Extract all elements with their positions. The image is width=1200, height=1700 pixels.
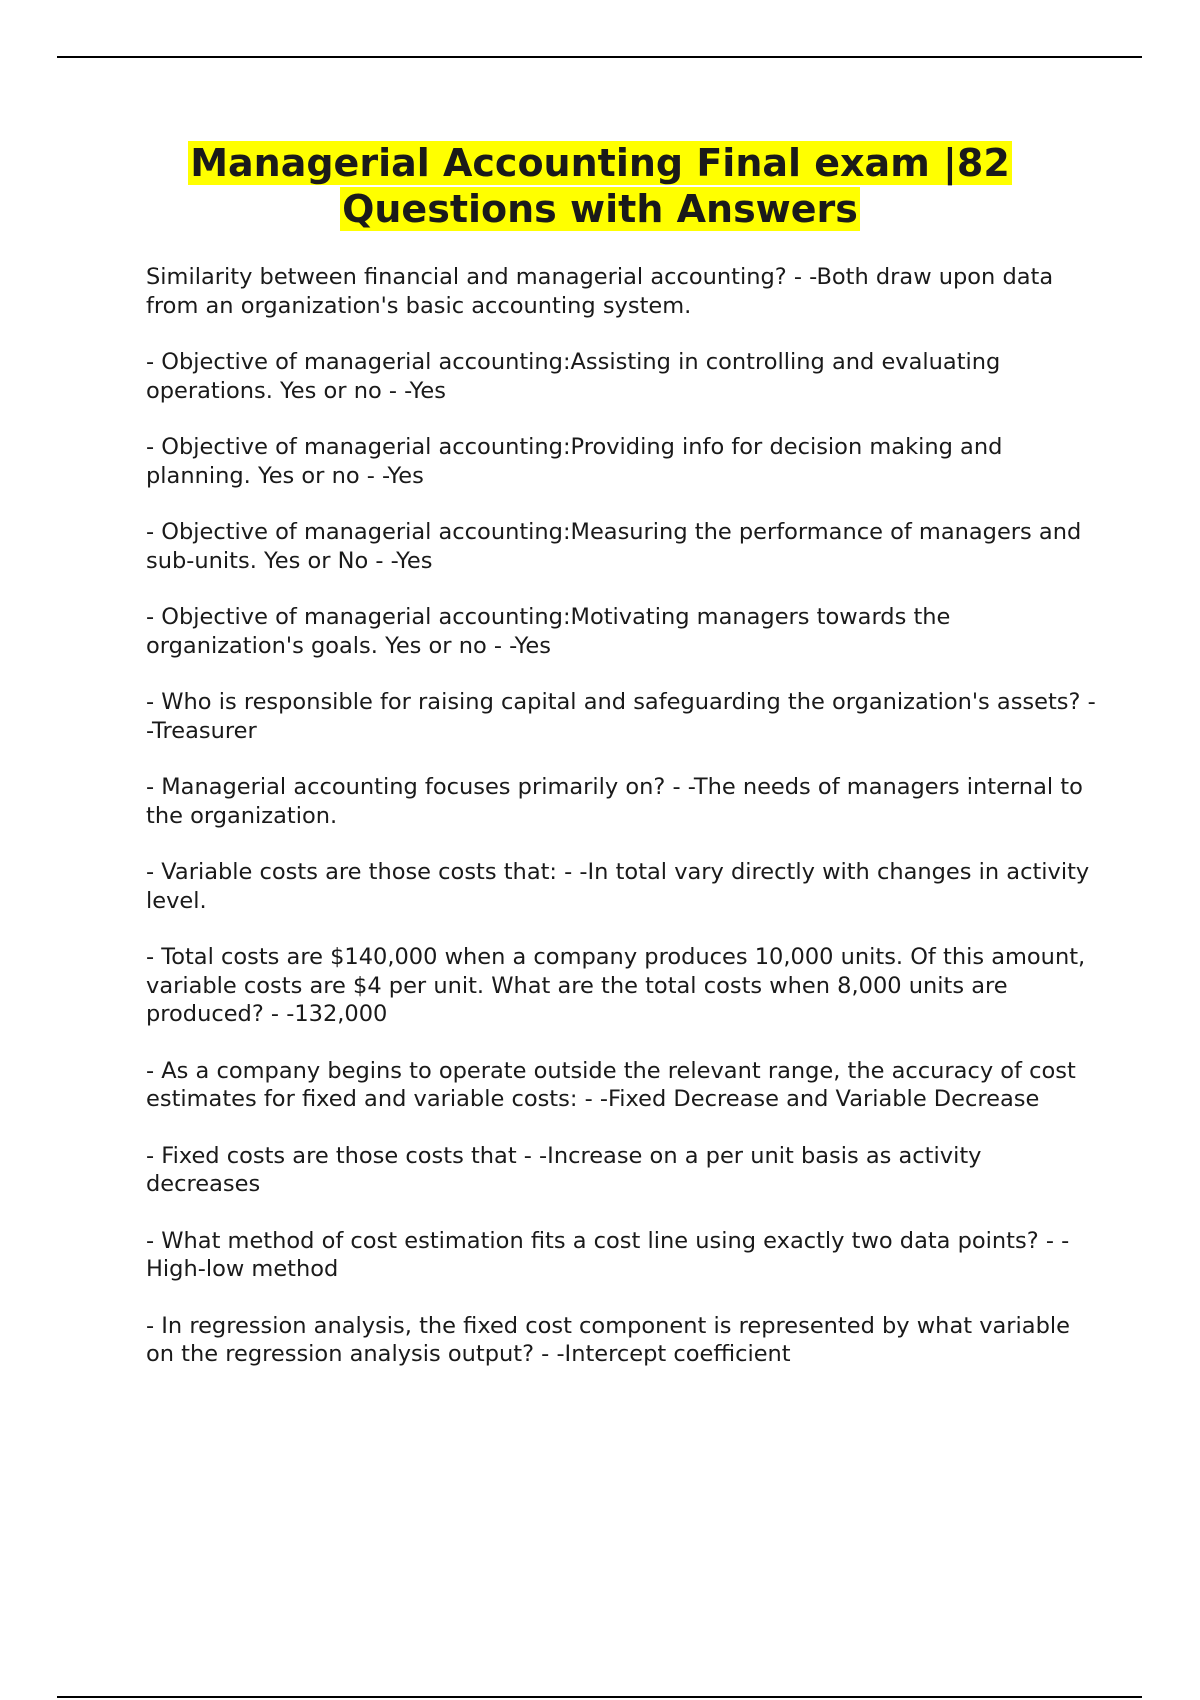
question-answer-list xyxy=(146,263,1096,1397)
qa-item: - Objective of managerial accounting:Assisting in controlling and evaluating operations. Yes or no - -Yes xyxy=(146,349,1001,404)
qa-item: - Fixed costs are those costs that - -Increase on a per unit basis as activity decreases xyxy=(146,1142,982,1197)
bottom-rule xyxy=(57,1696,1142,1698)
top-rule xyxy=(57,56,1142,58)
qa-item: - Objective of managerial accounting:Providing info for decision making and planning. Yes or no - -Yes xyxy=(146,434,1003,489)
qa-item: - Variable costs are those costs that: - -In total vary directly with changes in activity level. xyxy=(146,859,1090,914)
qa-item: Similarity between financial and managerial accounting? - -Both draw upon data from an organization's basic accounting system. xyxy=(146,264,1054,319)
qa-item: - Total costs are $140,000 when a company produces 10,000 units. Of this amount, variable costs are $4 per unit. What are the total costs when 8,000 units are produced? - -132,000 xyxy=(146,944,1086,1027)
title-line-1: Managerial Accounting Final exam |82 xyxy=(190,141,1010,185)
qa-item: - In regression analysis, the fixed cost component is represented by what variable on the regression analysis output? - -Intercept coefficient xyxy=(146,1312,1070,1367)
qa-item: - Managerial accounting focuses primarily on? - -The needs of managers internal to the organization. xyxy=(146,774,1083,829)
title-line-2: Questions with Answers xyxy=(342,187,858,231)
qa-item: - Objective of managerial accounting:Measuring the performance of managers and sub-units. Yes or No - -Yes xyxy=(146,519,1082,574)
qa-item: - Who is responsible for raising capital and safeguarding the organization's assets? - -Treasurer xyxy=(146,689,1096,744)
qa-item: - As a company begins to operate outside the relevant range, the accuracy of cost estimates for fixed and variable costs: - -Fixed Decrease and Variable Decrease xyxy=(146,1057,1076,1112)
qa-item: - Objective of managerial accounting:Motivating managers towards the organization's goals. Yes or no - -Yes xyxy=(146,604,951,659)
qa-item: - What method of cost estimation fits a cost line using exactly two data points? - -High-low method xyxy=(146,1227,1070,1282)
document-title xyxy=(60,140,1140,232)
